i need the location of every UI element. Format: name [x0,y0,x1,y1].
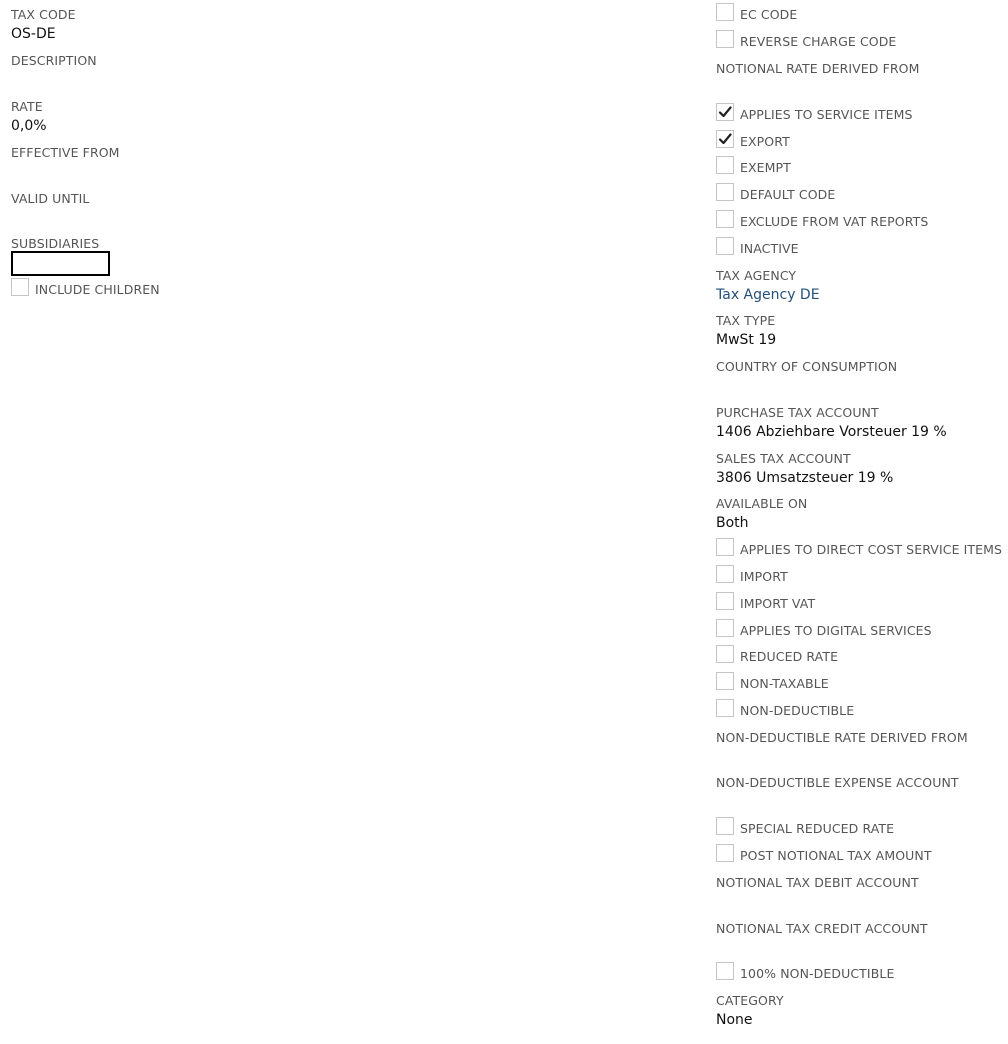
post-notional-tax-amount-checkbox[interactable] [716,844,734,862]
reduced-rate-checkbox[interactable] [716,645,734,663]
available-on-label: AVAILABLE ON [716,496,808,511]
category-label: CATEGORY [716,993,784,1008]
hundred-pct-non-deductible-label: 100% NON-DEDUCTIBLE [740,966,895,981]
non-taxable-label: NON-TAXABLE [740,676,829,691]
non-deductible-expense-account-label: NON-DEDUCTIBLE EXPENSE ACCOUNT [716,775,959,790]
non-taxable-checkbox[interactable] [716,672,734,690]
export-label: EXPORT [740,134,790,149]
effective-from-label: EFFECTIVE FROM [11,145,120,160]
applies-to-service-items-checkbox[interactable] [716,103,734,121]
applies-to-digital-services-checkbox[interactable] [716,619,734,637]
inactive-checkbox[interactable] [716,237,734,255]
exclude-from-vat-reports-label: EXCLUDE FROM VAT REPORTS [740,214,929,229]
exempt-label: EXEMPT [740,160,791,175]
non-deductible-checkbox[interactable] [716,699,734,717]
non-deductible-label: NON-DEDUCTIBLE [740,703,855,718]
ec-code-checkbox[interactable] [716,3,734,21]
applies-to-service-items-label: APPLIES TO SERVICE ITEMS [740,107,913,122]
tax-type-label: TAX TYPE [716,313,776,328]
description-label: DESCRIPTION [11,53,97,68]
import-vat-label: IMPORT VAT [740,596,816,611]
export-checkbox[interactable] [716,130,734,148]
applies-to-direct-cost-label: APPLIES TO DIRECT COST SERVICE ITEMS [740,542,1003,557]
purchase-tax-account-value: 1406 Abziehbare Vorsteuer 19 % [716,424,947,440]
include-children-label: INCLUDE CHILDREN [35,282,160,297]
reverse-charge-code-label: REVERSE CHARGE CODE [740,34,897,49]
purchase-tax-account-label: PURCHASE TAX ACCOUNT [716,405,879,420]
default-code-label: DEFAULT CODE [740,187,836,202]
ec-code-label: EC CODE [740,7,798,22]
non-deductible-rate-label: NON-DEDUCTIBLE RATE DERIVED FROM [716,730,968,745]
category-value: None [716,1012,753,1028]
special-reduced-rate-checkbox[interactable] [716,817,734,835]
tax-type-value: MwSt 19 [716,332,777,348]
country-of-consumption-label: COUNTRY OF CONSUMPTION [716,359,898,374]
exempt-checkbox[interactable] [716,156,734,174]
default-code-checkbox[interactable] [716,183,734,201]
checkmark-icon [718,105,732,119]
reduced-rate-label: REDUCED RATE [740,649,839,664]
exclude-from-vat-reports-checkbox[interactable] [716,210,734,228]
notional-tax-debit-account-label: NOTIONAL TAX DEBIT ACCOUNT [716,875,919,890]
valid-until-label: VALID UNTIL [11,191,90,206]
notional-tax-credit-account-label: NOTIONAL TAX CREDIT ACCOUNT [716,921,928,936]
hundred-pct-non-deductible-checkbox[interactable] [716,962,734,980]
special-reduced-rate-label: SPECIAL REDUCED RATE [740,821,895,836]
checkmark-icon [718,132,732,146]
sales-tax-account-label: SALES TAX ACCOUNT [716,451,851,466]
applies-to-direct-cost-checkbox[interactable] [716,538,734,556]
sales-tax-account-value: 3806 Umsatzsteuer 19 % [716,470,894,486]
tax-agency-label: TAX AGENCY [716,268,797,283]
post-notional-tax-amount-label: POST NOTIONAL TAX AMOUNT [740,848,932,863]
reverse-charge-code-checkbox[interactable] [716,30,734,48]
available-on-value: Both [716,515,749,531]
include-children-checkbox[interactable] [11,278,29,296]
subsidiaries-select[interactable] [11,251,110,276]
applies-to-digital-services-label: APPLIES TO DIGITAL SERVICES [740,623,932,638]
notional-rate-label: NOTIONAL RATE DERIVED FROM [716,61,920,76]
tax-code-value: OS-DE [11,26,56,42]
tax-code-label: TAX CODE [11,7,76,22]
inactive-label: INACTIVE [740,241,799,256]
subsidiaries-label: SUBSIDIARIES [11,236,100,251]
import-checkbox[interactable] [716,565,734,583]
tax-agency-link[interactable]: Tax Agency DE [716,287,820,303]
rate-value: 0,0% [11,118,47,134]
import-label: IMPORT [740,569,788,584]
import-vat-checkbox[interactable] [716,592,734,610]
rate-label: RATE [11,99,43,114]
